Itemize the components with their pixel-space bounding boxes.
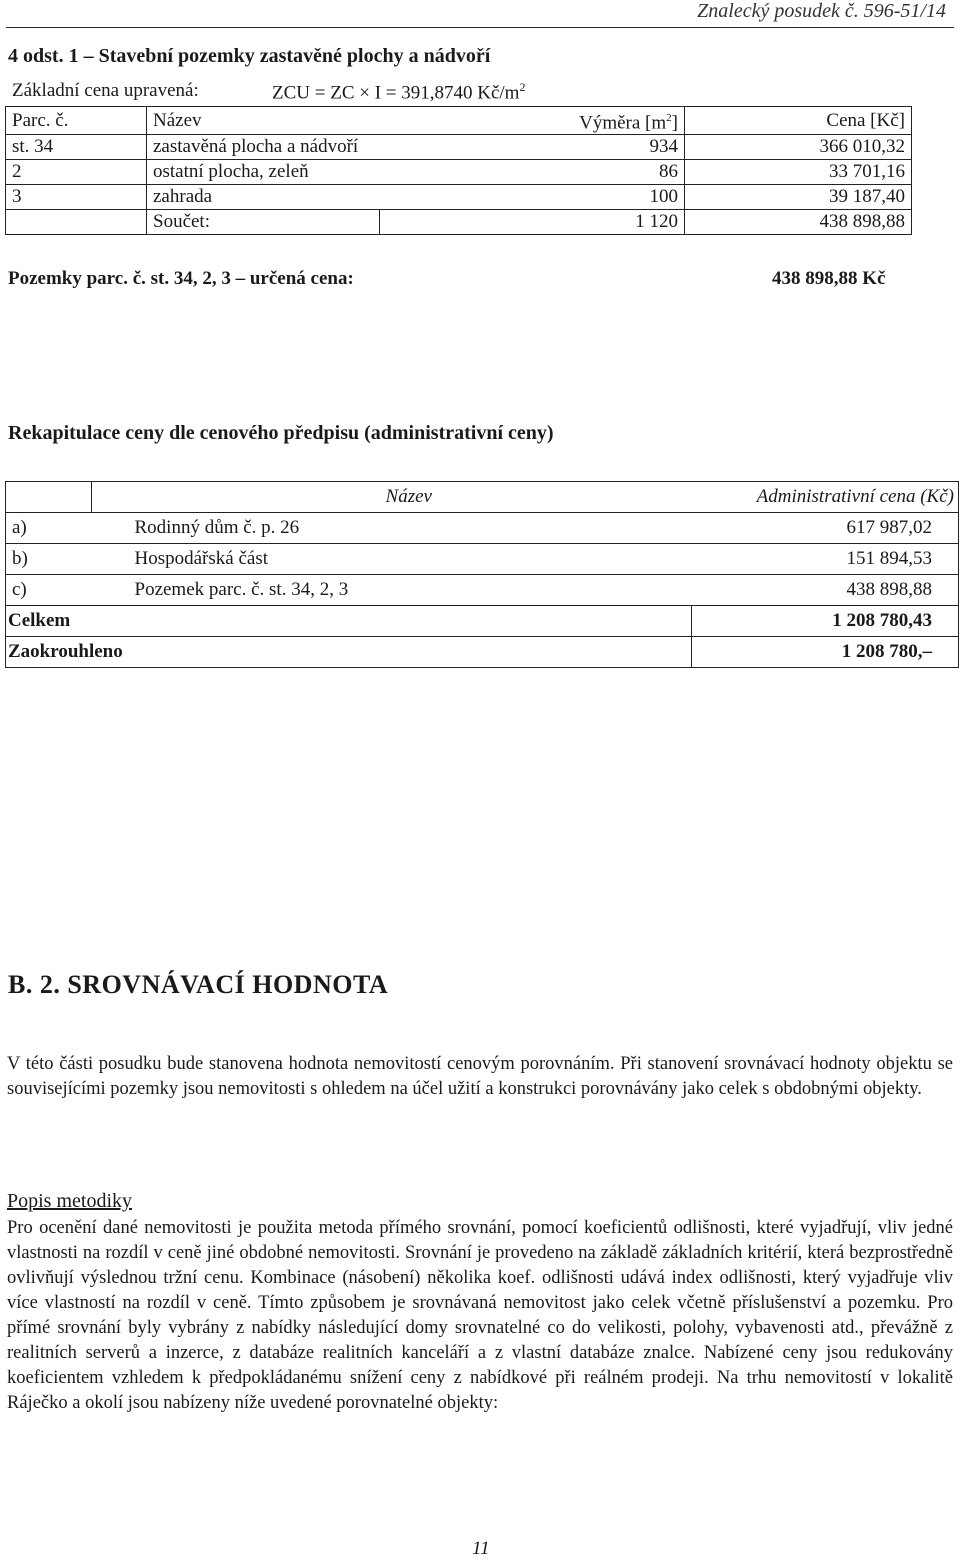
table-sum-row xyxy=(6,210,912,235)
recap-name: Hospodářská část xyxy=(92,544,692,575)
sum-area: 1 120 xyxy=(380,210,685,235)
table-header-row xyxy=(6,107,912,135)
cell-area: 934 xyxy=(380,135,685,160)
method-paragraph: Pro ocenění dané nemovitosti je použita metoda přímého srovnání, pomocí koeficientů odlišnosti, které vyjadřují, vliv jedné vlastnosti na rozdíl v ceně jiné obdobné nemovitosti. Srovnání je provedeno na základě základních kritérií, která bezprostředně ovlivňují výslednou tržní cenu. Kombinace (násobení) několika koef. odlišnosti udává index odlišnosti, který vyjadřuje vliv více vlastností na rozdíl v ceně. Tímto způsobem je srovnávaná nemovitost jako celek včetně příslušenství a pozemku. Pro přímé srovnání byly vybrány z nabídky následující domy srovnatelné co do velikosti, polohy, vybavenosti atd., převážně z realitních serverů a inzerce, z databáze realitních kanceláří a z vlastní databáze znalce. Nabízené ceny jsou redukovány koeficientem vzhledem k předpokládanému snížení ceny z nabídkové při reálném prodeji. Na trhu nemovitostí v lokalitě Ráječko a okolí jsou nabízeny níže uvedené porovnatelné objekty: xyxy=(7,1218,953,1413)
sum-label: Součet: xyxy=(147,210,380,235)
header-rule xyxy=(6,27,954,28)
table-row xyxy=(6,544,959,575)
page-number: 11 xyxy=(472,1538,490,1559)
recap-total-label: Celkem xyxy=(6,606,692,637)
cell-name: zastavěná plocha a nádvoří xyxy=(147,135,380,160)
cell-parc: 2 xyxy=(6,160,147,185)
cell-parc: 3 xyxy=(6,185,147,210)
col-header-price: Cena [Kč] xyxy=(685,107,912,135)
table-row xyxy=(6,135,912,160)
method-title: Popis metodiky xyxy=(7,1190,133,1212)
cell-name: ostatní plocha, zeleň xyxy=(147,160,380,185)
cell-price: 366 010,32 xyxy=(685,135,912,160)
table-row xyxy=(6,575,959,606)
section-title: 4 odst. 1 – Stavební pozemky zastavěné plochy a nádvoří xyxy=(8,45,491,67)
base-price-label: Základní cena upravená: xyxy=(12,80,199,101)
recap-letter: b) xyxy=(6,544,92,575)
document-reference: Znalecký posudek č. 596-51/14 xyxy=(697,0,946,22)
recap-price: 617 987,02 xyxy=(692,513,959,544)
b2-intro-paragraph: V této části posudku bude stanovena hodnota nemovitostí cenovým porovnáním. Při stanovení srovnávací hodnoty objektu se souvisejícími pozemky jsou nemovitosti s ohledem na účel užití a konstrukci porovnávány jako celek s obdobnými objekty. xyxy=(7,1054,953,1099)
cell-name: zahrada xyxy=(147,185,380,210)
recap-rounded-label: Zaokrouhleno xyxy=(6,637,692,668)
col-header-name: Název xyxy=(147,107,380,135)
table-row xyxy=(6,160,912,185)
recap-header-row xyxy=(6,482,959,513)
cell-price: 39 187,40 xyxy=(685,185,912,210)
recap-col-name: Název xyxy=(92,482,692,513)
recap-name: Pozemek parc. č. st. 34, 2, 3 xyxy=(92,575,692,606)
sum-price: 438 898,88 xyxy=(685,210,912,235)
recap-total-row xyxy=(6,606,959,637)
recap-table xyxy=(5,481,959,668)
section-heading-b2: B. 2. SROVNÁVACÍ HODNOTA xyxy=(8,970,389,999)
recap-letter: a) xyxy=(6,513,92,544)
col-header-area: Výměra $[m^2]$ xyxy=(380,107,685,135)
cell-empty xyxy=(6,482,92,513)
recap-name: Rodinný dům č. p. 26 xyxy=(92,513,692,544)
cell-price: 33 701,16 xyxy=(685,160,912,185)
recap-title: Rekapitulace ceny dle cenového předpisu (administrativní ceny) xyxy=(8,422,554,444)
recap-price: 438 898,88 xyxy=(692,575,959,606)
table-row xyxy=(6,513,959,544)
recap-col-price: Administrativní cena (Kč) xyxy=(692,482,959,513)
recap-letter: c) xyxy=(6,575,92,606)
recap-rounded-value: 1 208 780,– xyxy=(692,637,959,668)
recap-rounded-row xyxy=(6,637,959,668)
table-row xyxy=(6,185,912,210)
land-result-label: Pozemky parc. č. st. 34, 2, 3 – určená cena: xyxy=(8,268,354,289)
recap-price: 151 894,53 xyxy=(692,544,959,575)
land-price-table xyxy=(5,106,912,235)
cell-area: 100 xyxy=(380,185,685,210)
cell-empty xyxy=(6,210,147,235)
base-price-formula: ZCU = ZC × I = 391,8740 $Kč/m^2$ xyxy=(272,80,526,104)
cell-area: 86 xyxy=(380,160,685,185)
col-header-parc: Parc. č. xyxy=(6,107,147,135)
cell-parc: st. 34 xyxy=(6,135,147,160)
land-result-value: 438 898,88 Kč xyxy=(772,268,886,289)
recap-total-value: 1 208 780,43 xyxy=(692,606,959,637)
